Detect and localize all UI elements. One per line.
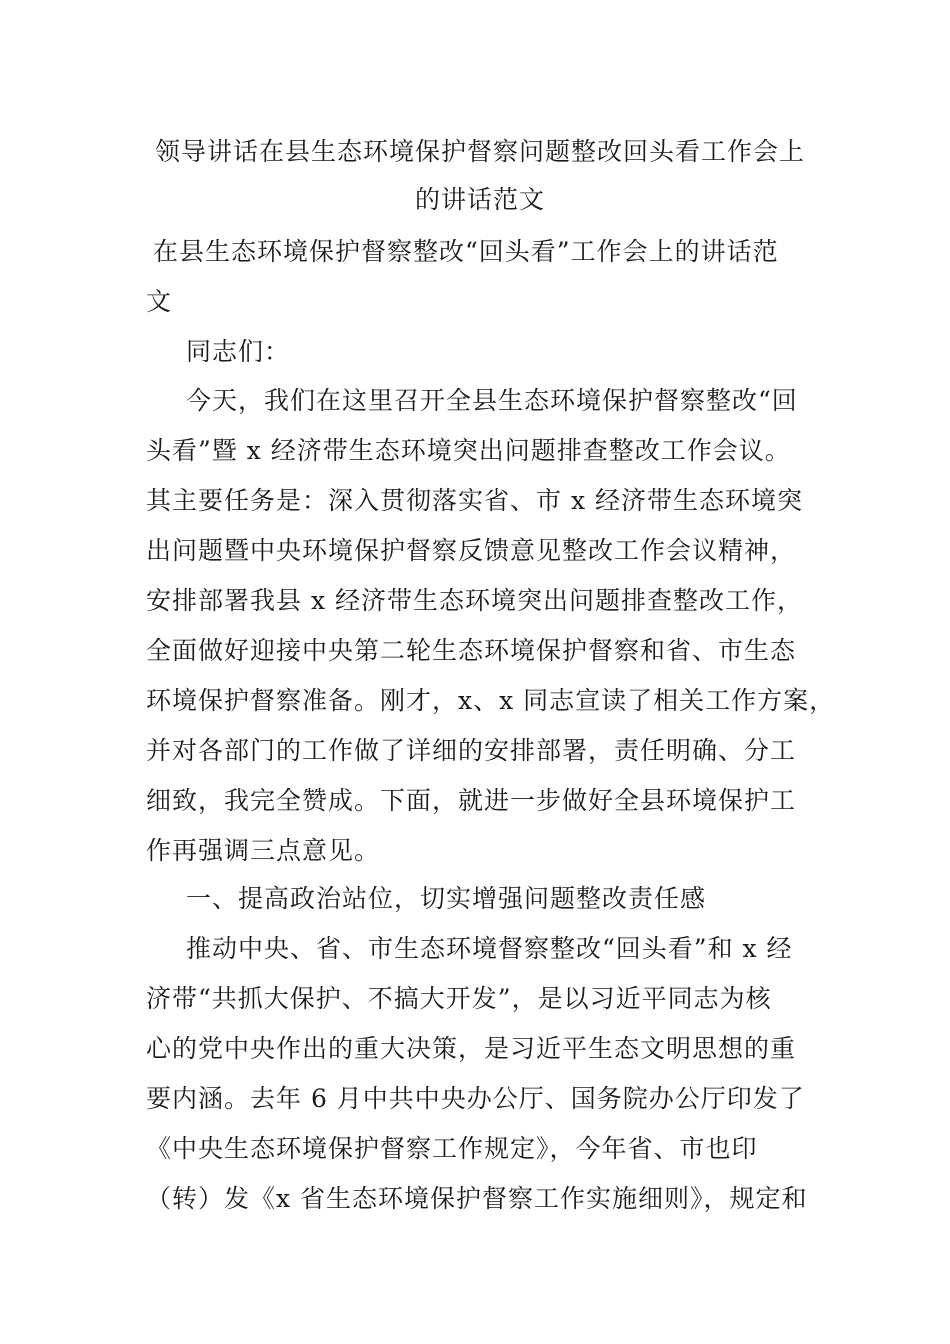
paragraph-2-line: 推动中央、省、市生态环境督察整改“回头看”和 x 经 (186, 934, 793, 963)
document-title-line-2: 的讲话范文 (414, 185, 545, 214)
paragraph-2-line: （转）发《x 省生态环境保护督察工作实施细则》，规定和 (146, 1184, 808, 1213)
paragraph-2-line: 要内涵。去年 6 月中共中央办公厅、国务院办公厅印发了 (146, 1084, 805, 1113)
greeting: 同志们： (186, 337, 291, 366)
paragraph-1-line: 出问题暨中央环境保护督察反馈意见整改工作会议精神， (146, 536, 797, 565)
subtitle-line-2: 文 (146, 287, 173, 316)
paragraph-1-line: 全面做好迎接中央第二轮生态环境保护督察和省、市生态 (146, 636, 797, 665)
paragraph-1-line: 细致，我完全赞成。下面，就进一步做好全县环境保护工 (146, 786, 797, 815)
paragraph-1-line: 环境保护督察准备。刚才，x、x 同志宣读了相关工作方案， (146, 686, 836, 715)
paragraph-2-line: 心的党中央作出的重大决策，是习近平生态文明思想的重 (146, 1034, 797, 1063)
section-heading-1: 一、提高政治站位，切实增强问题整改责任感 (186, 884, 707, 913)
paragraph-2-line: 《中央生态环境保护督察工作规定》，今年省、市也印 (146, 1134, 758, 1163)
document-title-line-1: 领导讲话在县生态环境保护督察问题整改回头看工作会上 (154, 137, 805, 166)
paragraph-1-line: 作再强调三点意见。 (146, 836, 381, 865)
paragraph-2-line: 济带“共抓大保护、不搞大开发”，是以习近平同志为核 (146, 984, 772, 1013)
paragraph-1-line: 安排部署我县 x 经济带生态环境突出问题排查整改工作， (146, 586, 803, 615)
paragraph-1-line: 并对各部门的工作做了详细的安排部署，责任明确、分工 (146, 736, 797, 765)
paragraph-1-line: 头看”暨 x 经济带生态环境突出问题排查整改工作会议。 (146, 436, 791, 465)
paragraph-1-line: 其主要任务是：深入贯彻落实省、市 x 经济带生态环境突 (146, 486, 803, 515)
paragraph-1-line: 今天，我们在这里召开全县生态环境保护督察整改“回 (186, 386, 798, 415)
subtitle-line-1: 在县生态环境保护督察整改“回头看”工作会上的讲话范 (153, 237, 779, 266)
